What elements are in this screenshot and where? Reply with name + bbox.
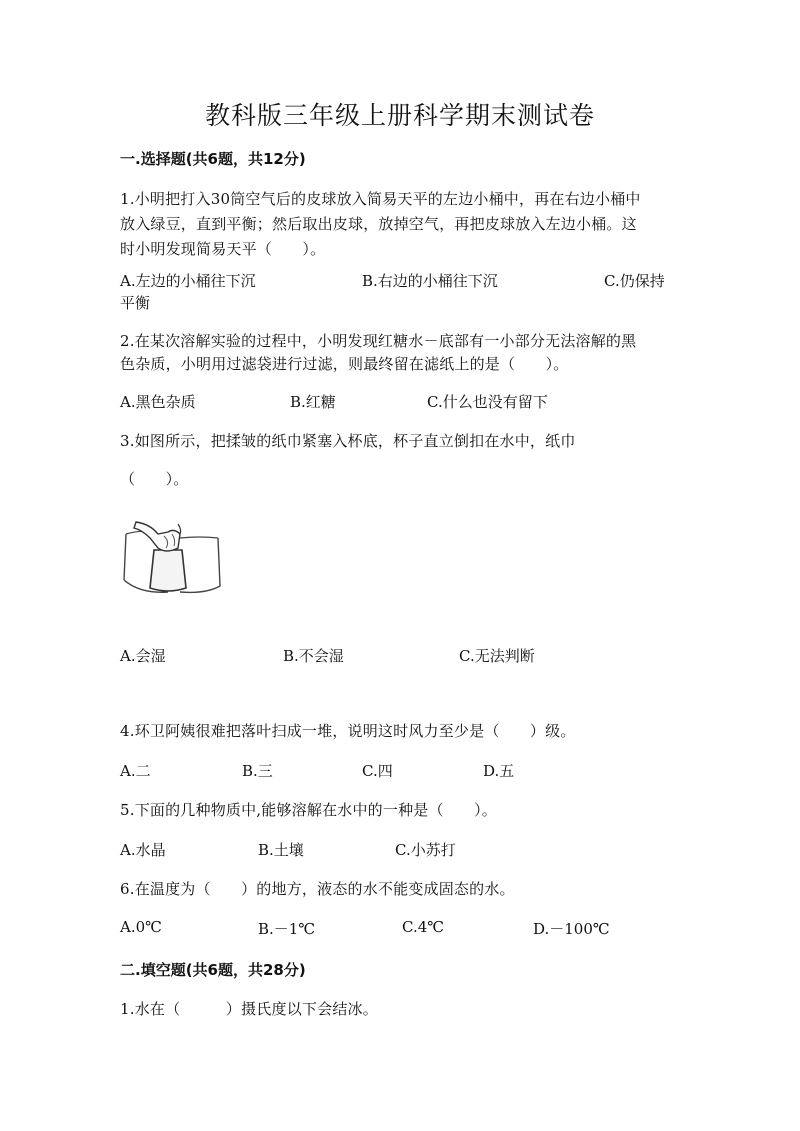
question-6-option-a: A.0℃ — [120, 918, 162, 936]
question-6-line-1: 6.在温度为（ ）的地方，液态的水不能变成固态的水。 — [120, 880, 515, 898]
question-6-option-c: C.4℃ — [402, 918, 445, 936]
question-5-option-b: B.土壤 — [258, 841, 304, 859]
question-2-line-2: 色杂质，小明用过滤袋进行过滤，则最终留在滤纸上的是（ ）。 — [120, 355, 569, 373]
section-heading-fill: 二.填空题(共6题，共28分) — [120, 961, 306, 979]
question-2-line-1: 2.在某次溶解实验的过程中，小明发现红糖水－底部有一小部分无法溶解的黑 — [120, 332, 637, 350]
section-heading-choice: 一.选择题(共6题，共12分) — [120, 150, 306, 168]
question-4-option-a: A.二 — [120, 762, 151, 780]
question-4-option-b: B.三 — [242, 762, 273, 780]
question-6-option-b: B.－1℃ — [258, 920, 316, 938]
fill-question-1-line-1: 1.水在（ ）摄氏度以下会结冰。 — [120, 1000, 378, 1018]
question-3-line-2: （ ）。 — [120, 470, 189, 488]
cup-in-water-figure — [120, 520, 224, 596]
question-4-option-d: D.五 — [483, 762, 515, 780]
question-1-line-2: 放入绿豆，直到平衡；然后取出皮球，放掉空气，再把皮球放入左边小桶。这 — [120, 215, 637, 233]
question-1-option-a: A.左边的小桶往下沉 — [120, 272, 256, 290]
question-5-line-1: 5.下面的几种物质中,能够溶解在水中的一种是（ ）。 — [120, 801, 497, 819]
question-6-option-d: D.－100℃ — [533, 920, 610, 938]
question-3-option-c: C.无法判断 — [459, 647, 535, 665]
question-1-option-c: C.仍保持 — [604, 272, 665, 290]
question-4-line-1: 4.环卫阿姨很难把落叶扫成一堆，说明这时风力至少是（ ）级。 — [120, 722, 576, 740]
question-2-option-c: C.什么也没有留下 — [427, 393, 548, 411]
question-1-option-c-wrap: 平衡 — [120, 294, 151, 312]
question-5-option-c: C.小苏打 — [395, 841, 456, 859]
page-title: 教科版三年级上册科学期末测试卷 — [204, 101, 595, 130]
question-3-option-b: B.不会湿 — [283, 647, 344, 665]
question-3-option-a: A.会湿 — [120, 647, 166, 665]
question-1-line-1: 1.小明把打入30筒空气后的皮球放入简易天平的左边小桶中，再在右边小桶中 — [120, 190, 641, 208]
question-1-line-3: 时小明发现简易天平（ ）。 — [120, 240, 326, 258]
question-2-option-b: B.红糖 — [290, 393, 336, 411]
question-1-option-b: B.右边的小桶往下沉 — [362, 272, 498, 290]
question-5-option-a: A.水晶 — [120, 841, 166, 859]
question-3-line-1: 3.如图所示，把揉皱的纸巾紧塞入杯底，杯子直立倒扣在水中，纸巾 — [120, 432, 576, 450]
question-2-option-a: A.黑色杂质 — [120, 393, 196, 411]
question-4-option-c: C.四 — [362, 762, 393, 780]
